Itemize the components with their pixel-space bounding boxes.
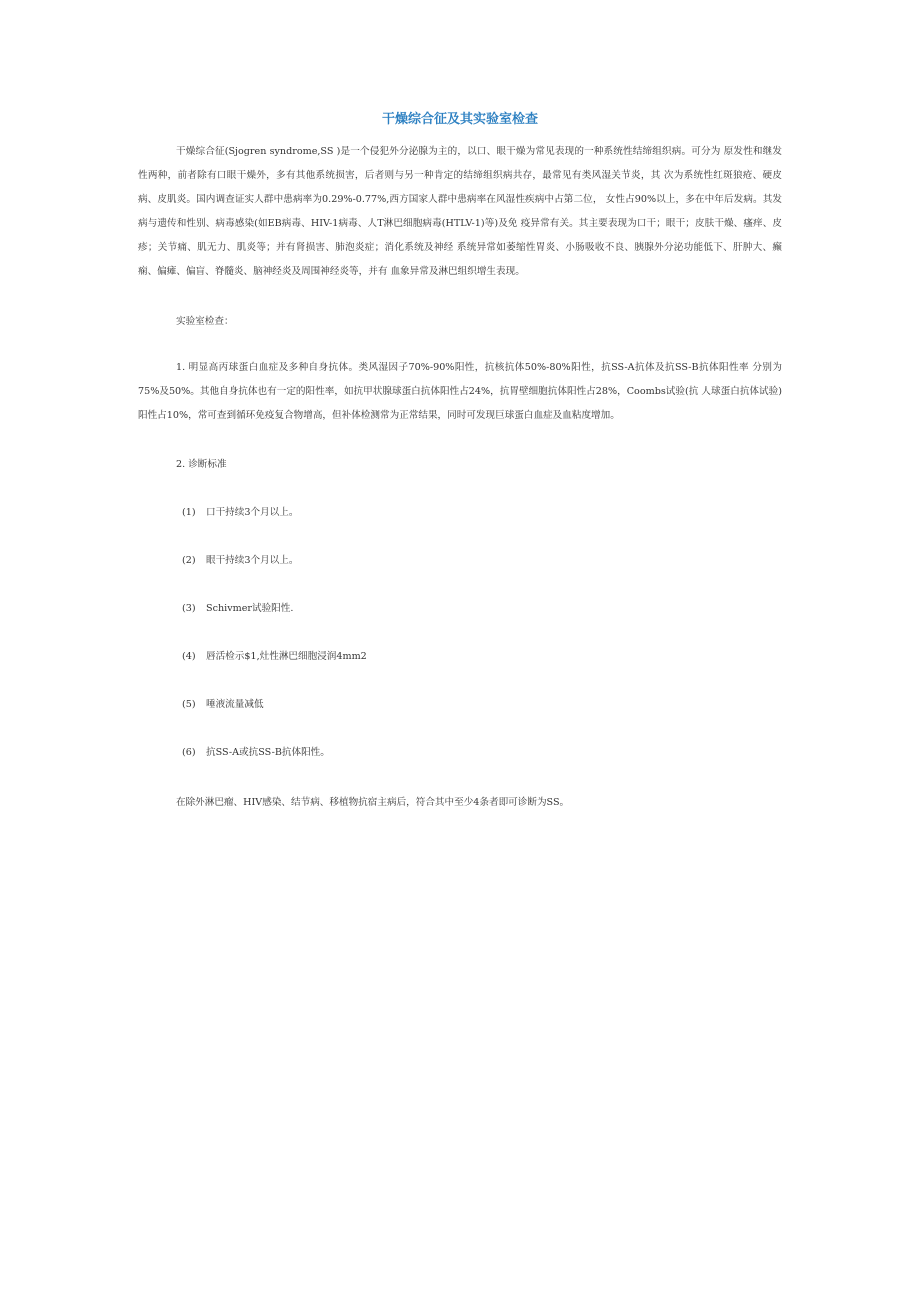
document-title: 干燥综合征及其实验室检查: [381, 112, 538, 127]
criterion-number: (3): [182, 603, 196, 614]
criterion-1: [182, 503, 298, 523]
criterion-text: Schivmer试验阳性.: [206, 603, 294, 614]
criterion-number: (2): [182, 555, 196, 566]
criterion-number: (6): [182, 747, 196, 758]
criterion-4: [182, 647, 367, 667]
conclusion-paragraph: 在除外淋巴瘤、HIV感染、结节病、移植物抗宿主病后，符合其中至少4条者即可诊断为SS。: [176, 797, 570, 808]
criterion-5: [182, 695, 264, 715]
criterion-number: (1): [182, 507, 196, 518]
criterion-text: 口干持续3个月以上。: [206, 507, 299, 518]
criterion-2: [182, 551, 298, 571]
criterion-text: 眼干持续3个月以上。: [206, 555, 299, 566]
criterion-text: 唾液流量减低: [206, 699, 264, 710]
lab-item-1: 1. 明显高丙球蛋白血症及多种自身抗体。类风湿因子70%-90%阳性，抗核抗体50%-80%阳性，抗SS-A抗体及抗SS-B抗体阳性率 分别为75%及50%。其他自身抗体也有一定的阳性率，如抗甲状腺球蛋白抗体阳性占24%，抗胃壁细胞抗体阳性占28%，Coombs试验(抗 人球蛋白抗体试验)阳性占10%，常可查到循环免疫复合物增高，但补体检测常为正常结果，同时可发现巨球蛋白血症及血粘度增加。: [138, 362, 782, 421]
lab-heading: 实验室检查：: [176, 316, 234, 327]
criterion-text: 唇活检示$1,灶性淋巴细胞浸润4mm2: [206, 651, 367, 662]
criterion-number: (5): [182, 699, 196, 710]
criterion-number: (4): [182, 651, 196, 662]
criterion-3: [182, 599, 293, 619]
intro-paragraph: 干燥综合征(Sjogren syndrome,SS )是一个侵犯外分泌腺为主的，以口、眼干燥为常见表现的一种系统性结缔组织病。可分为 原发性和继发性两种，前者除有口眼干燥外，多有其他系统损害，后者则与另一种肯定的结缔组织病共存，最常见有类风湿关节炎，其 次为系统性红斑狼疮、硬皮病、皮肌炎。国内调查证实人群中患病率为0.29%-0.77%,西方国家人群中患病率在风湿性疾病中占第二位， 女性占90%以上，多在中年后发病。其发病与遗传和性别、病毒感染(如EB病毒、HIV-1病毒、人T淋巴细胞病毒(HTLV-1)等)及免 疫异常有关。其主要表现为口干；眼干；皮肤干燥、瘙痒、皮疹；关节痛、肌无力、肌炎等；并有肾损害、肺泡炎症；消化系统及神经 系统异常如萎缩性胃炎、小肠吸收不良、胰腺外分泌功能低下、肝肿大、癫痫、偏瘫、偏盲、脊髓炎、脑神经炎及周围神经炎等，并有 血象异常及淋巴组织增生表现。: [138, 146, 782, 277]
criterion-text: 抗SS-A或抗SS-B抗体阳性。: [206, 747, 330, 758]
lab-item-2-heading: 2. 诊断标准: [176, 459, 227, 470]
criterion-6: [182, 743, 330, 763]
